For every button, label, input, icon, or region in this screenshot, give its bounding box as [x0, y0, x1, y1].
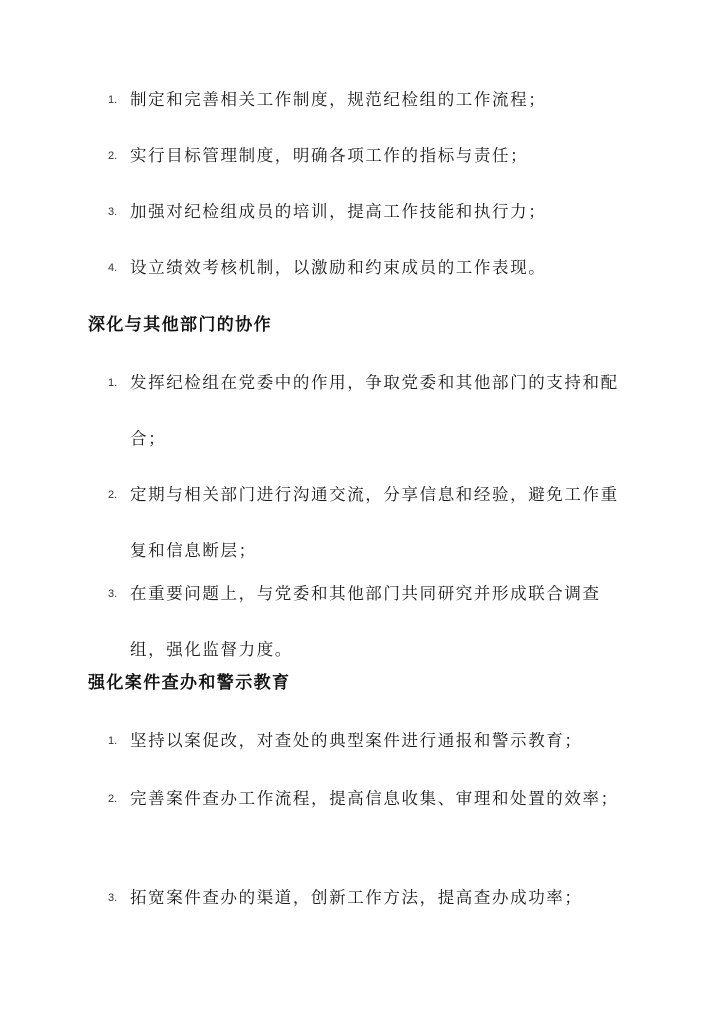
list-item — [108, 771, 628, 827]
list-text: 坚持以案促改，对查处的典型案件进行通报和警示教育； — [130, 731, 583, 750]
list-text: 制定和完善相关工作制度，规范纪检组的工作流程； — [130, 90, 547, 109]
list-number: 2. — [108, 150, 118, 162]
list-text: 在重要问题上，与党委和其他部门共同研究并形成联合调查组，强化监督力度。 — [130, 584, 601, 659]
list-text: 完善案件查办工作流程，提高信息收集、审理和处置的效率； — [130, 789, 619, 808]
list-text: 拓宽案件查办的渠道，创新工作方法，提高查办成功率； — [130, 888, 583, 907]
list-number: 3. — [108, 206, 118, 218]
list-text: 设立绩效考核机制，以激励和约束成员的工作表现。 — [130, 258, 547, 277]
list-item — [108, 713, 628, 769]
section-heading: 深化与其他部门的协作 — [88, 315, 272, 335]
list-item — [108, 467, 628, 579]
list-item — [108, 566, 628, 678]
list-number: 2. — [108, 489, 118, 501]
list-number: 1. — [108, 735, 118, 747]
list-text: 实行目标管理制度，明确各项工作的指标与责任； — [130, 146, 529, 165]
list-item — [108, 240, 628, 296]
list-number: 3. — [108, 588, 118, 600]
list-number: 1. — [108, 377, 118, 389]
list-item — [108, 128, 628, 184]
list-number: 3. — [108, 892, 118, 904]
list-text: 加强对纪检组成员的培训，提高工作技能和执行力； — [130, 202, 547, 221]
list-item — [108, 184, 628, 240]
list-text: 发挥纪检组在党委中的作用，争取党委和其他部门的支持和配合； — [130, 373, 619, 448]
list-text: 定期与相关部门进行沟通交流，分享信息和经验，避免工作重复和信息断层； — [130, 485, 619, 560]
list-number: 2. — [108, 793, 118, 805]
list-item — [108, 355, 628, 467]
list-number: 1. — [108, 94, 118, 106]
list-number: 4. — [108, 262, 118, 274]
list-item — [108, 72, 628, 128]
section-heading: 强化案件查办和警示教育 — [88, 673, 291, 693]
list-item — [108, 870, 628, 926]
